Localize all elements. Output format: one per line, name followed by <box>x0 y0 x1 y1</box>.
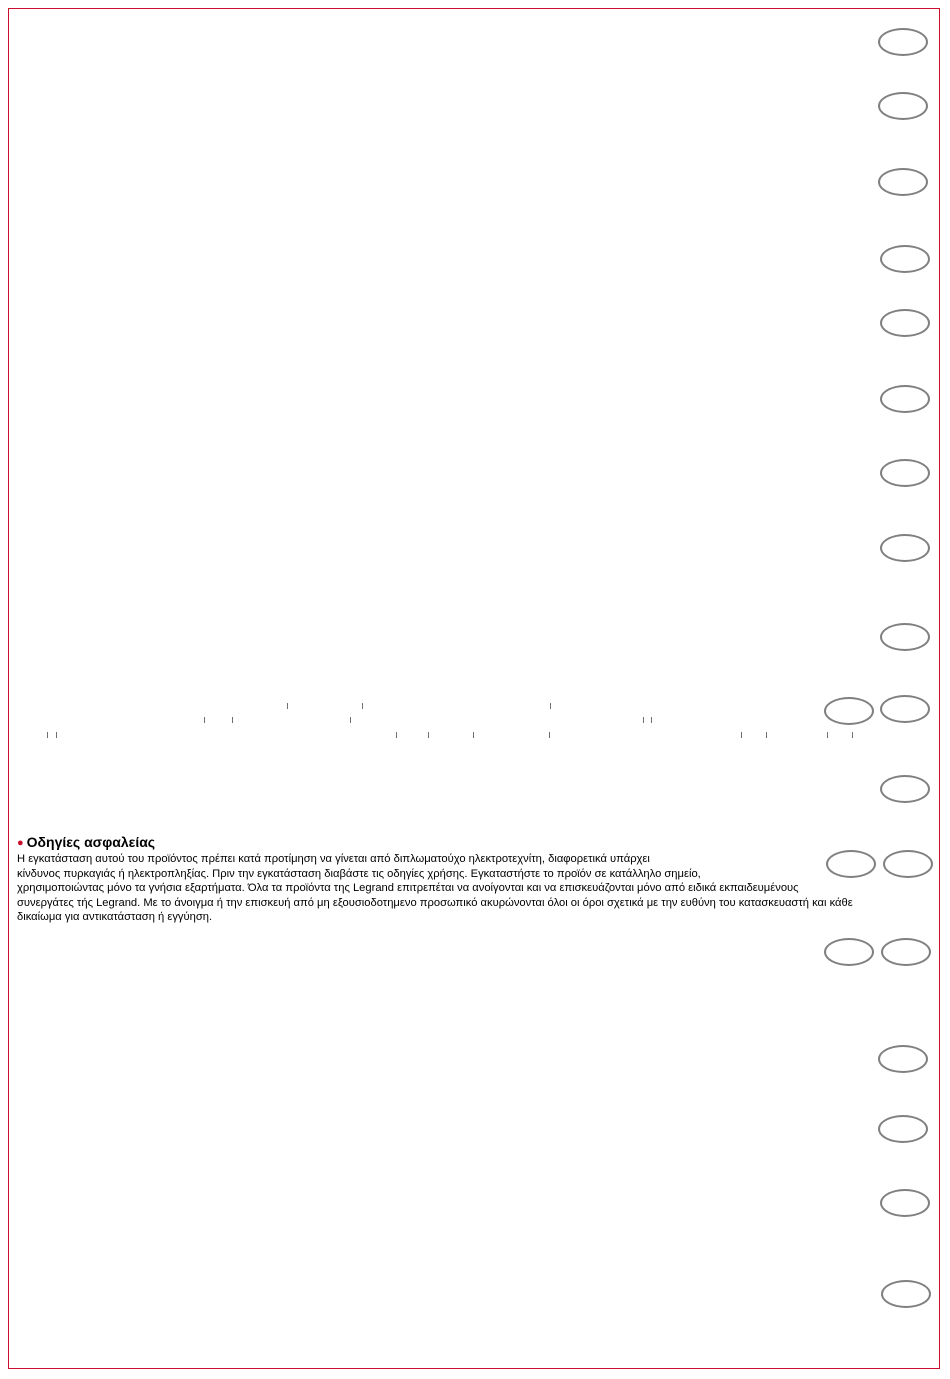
safety-instructions <box>17 834 947 925</box>
tick-mark <box>766 732 767 738</box>
index-tab <box>878 28 928 56</box>
index-tab <box>880 623 930 651</box>
bullet-icon: ● <box>17 837 24 849</box>
tick-mark <box>47 732 48 738</box>
safety-text-line: Η εγκατάσταση αυτού του προϊόντος πρέπει κατά προτίμηση να γίνεται από διπλωματούχο ηλεκτροτεχνίτη, διαφορετικά υπάρχει <box>17 853 650 865</box>
index-tab <box>880 309 930 337</box>
tick-mark <box>643 717 644 723</box>
tick-mark <box>362 703 363 709</box>
tick-mark <box>232 717 233 723</box>
tick-mark <box>473 732 474 738</box>
safety-text-line: χρησιμοποιώντας μόνο τα γνήσια εξαρτήματα. Όλα τα προϊόντα της Legrand επιτρεπέται να ανοίγονται και να επισκευάζονται μόνο από ειδικά εκπαιδευμένους <box>17 882 799 895</box>
index-tab <box>880 695 930 723</box>
index-tab <box>878 1115 928 1143</box>
safety-text-line: δικαίωμα για αντικατάσταση ή εγγύηση. <box>17 911 213 924</box>
safety-text-line: κίνδυνος πυρκαγιάς ή ηλεκτροπληξίας. Πριν την εγκατάσταση διαβάστε τις οδηγίες χρήσης. Εγκαταστήστε το προϊόν σε κατάλληλο σημείο, <box>17 867 701 880</box>
index-tab <box>881 1280 931 1308</box>
index-tab <box>880 775 930 803</box>
tick-mark <box>396 732 397 738</box>
index-tab <box>824 938 874 966</box>
tick-mark <box>827 732 828 738</box>
index-tab <box>880 459 930 487</box>
tick-mark <box>350 717 351 723</box>
index-tab <box>880 534 930 562</box>
index-tab <box>824 697 874 725</box>
safety-heading <box>17 834 947 851</box>
safety-heading-text: Οδηγίες ασφαλείας <box>26 834 156 850</box>
index-tab <box>880 385 930 413</box>
tick-mark <box>651 717 652 723</box>
index-tab <box>880 1189 930 1217</box>
index-tab <box>881 938 931 966</box>
tick-mark <box>204 717 205 723</box>
safety-text-line: συνεργάτες τής Legrand. Με το άνοιγμα ή την επισκευή από μη εξουσιοδοτημενο προσωπικό ακυρώνονται όλοι οι όροι σχετικά με την ευθύνη του κατασκευαστή και κάθε <box>17 896 853 909</box>
index-tab <box>878 1045 928 1073</box>
index-tab <box>878 92 928 120</box>
tick-mark <box>741 732 742 738</box>
page-frame <box>8 8 940 1369</box>
tick-mark <box>428 732 429 738</box>
index-tab <box>880 245 930 273</box>
tick-mark <box>287 703 288 709</box>
tick-mark <box>549 732 550 738</box>
tick-mark <box>852 732 853 738</box>
tick-mark <box>550 703 551 709</box>
index-tab <box>878 168 928 196</box>
tick-mark <box>56 732 57 738</box>
